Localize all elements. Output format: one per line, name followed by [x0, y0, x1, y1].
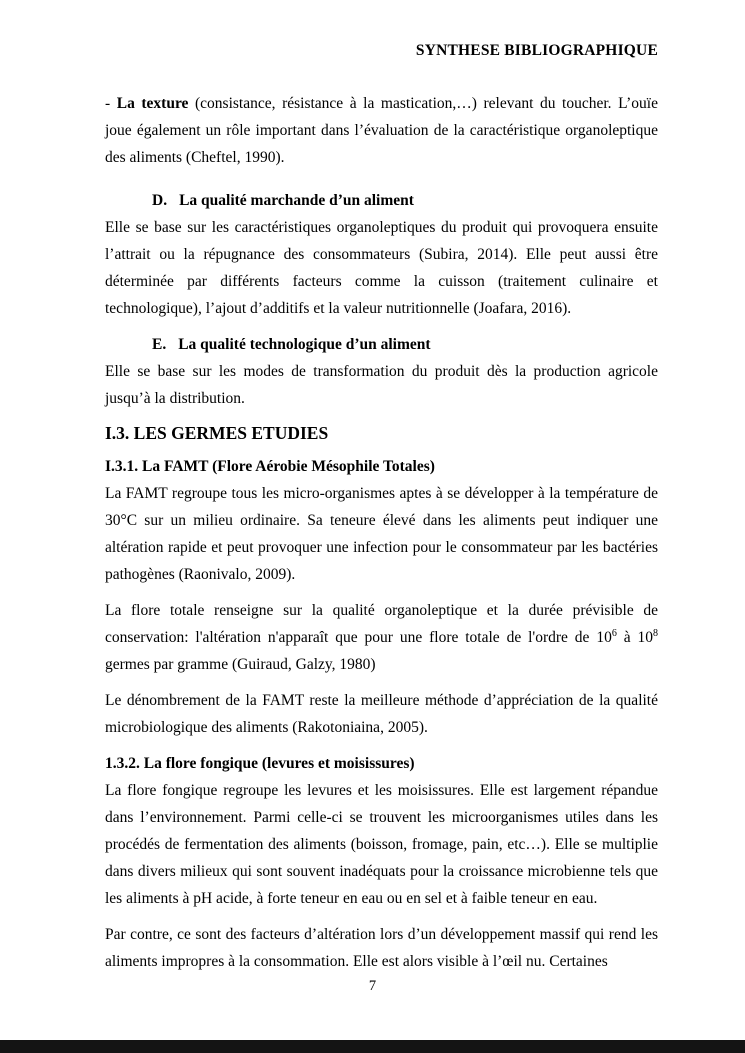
- paragraph-famt-3: Le dénombrement de la FAMT reste la meilleure méthode d’appréciation de la qualité microbiologique des aliments (Rakotoniaina, 2005).: [105, 692, 658, 736]
- section-title-germes-etudies: I.3. LES GERMES ETUDIES: [105, 423, 329, 443]
- paragraph-famt-1: La FAMT regroupe tous les micro-organismes aptes à se développer à la température de 30°C sur un milieu ordinaire. Sa teneure élevé dans les aliments peut indiquer une altération rapide et peut provoquer une infection pour le consommateur par les bactéries pathogènes (Raonivalo, 2009).: [105, 485, 658, 583]
- heading-qualite-technologique: [152, 331, 658, 358]
- paragraph-texture: [105, 90, 658, 171]
- heading-qualite-marchande: [152, 187, 658, 214]
- running-header: SYNTHESE BIBLIOGRAPHIQUE: [415, 42, 658, 59]
- texture-dash: -: [105, 95, 117, 112]
- paragraph-fongique-1: La flore fongique regroupe les levures et les moisissures. Elle est largement répandue dans l’environnement. Parmi celle-ci se trouvent les microorganismes utiles dans les procédés de fermentation des aliments (boisson, fromage, pain, etc…). Elle se multiplie dans divers milieux qui sont souvent inadéquats pour la croissance microbienne tels que les aliments à pH acide, à forte teneur en eau ou en sel et à faible teneur en eau.: [105, 782, 658, 907]
- texture-text: (consistance, résistance à la mastication,…) relevant du toucher. L’ouïe joue également un rôle important dans l’évaluation de la caractéristique organoleptique des aliments (Cheftel, 1990).: [105, 95, 658, 166]
- heading-flore-fongique: 1.3.2. La flore fongique (levures et moisissures): [105, 755, 415, 772]
- famt-p2-superscript-1: 6: [611, 627, 617, 639]
- heading-d-label: D.: [152, 192, 168, 209]
- heading-famt: I.3.1. La FAMT (Flore Aérobie Mésophile Totales): [105, 458, 435, 475]
- heading-d-title: La qualité marchande d’un aliment: [179, 192, 414, 209]
- paragraph-fongique-2: Par contre, ce sont des facteurs d’altération lors d’un développement massif qui rend les aliments impropres à la consommation. Elle est alors visible à l’œil nu. Certaines: [105, 926, 658, 970]
- famt-p2-superscript-2: 8: [653, 627, 658, 639]
- famt-p2-text-3: germes par gramme (Guiraud, Galzy, 1980): [105, 656, 376, 673]
- texture-term: La texture: [116, 95, 189, 112]
- paragraph-qualite-marchande: Elle se base sur les caractéristiques organoleptiques du produit qui provoquera ensuite l’attrait ou la répugnance des consommateurs (Subira, 2014). Elle peut aussi être déterminée par différents facteurs comme la cuisson (traitement culinaire et technologique), l’ajout d’additifs et la valeur nutritionnelle (Joafara, 2016).: [105, 219, 658, 317]
- page-number: 7: [368, 978, 377, 994]
- famt-p2-text-2: à 10: [616, 629, 653, 646]
- heading-e-title: La qualité technologique d’un aliment: [178, 336, 431, 353]
- heading-e-label: E.: [152, 336, 167, 353]
- page-bottom-border: [0, 1040, 745, 1053]
- famt-p2-text-1: La flore totale renseigne sur la qualité organoleptique et la durée prévisible de conservation: l'altération n'apparaît que pour une flore totale de l'ordre de 10: [105, 602, 658, 646]
- paragraph-famt-2: [105, 597, 658, 678]
- paragraph-qualite-technologique: Elle se base sur les modes de transformation du produit dès la production agricole jusqu’à la distribution.: [105, 363, 658, 407]
